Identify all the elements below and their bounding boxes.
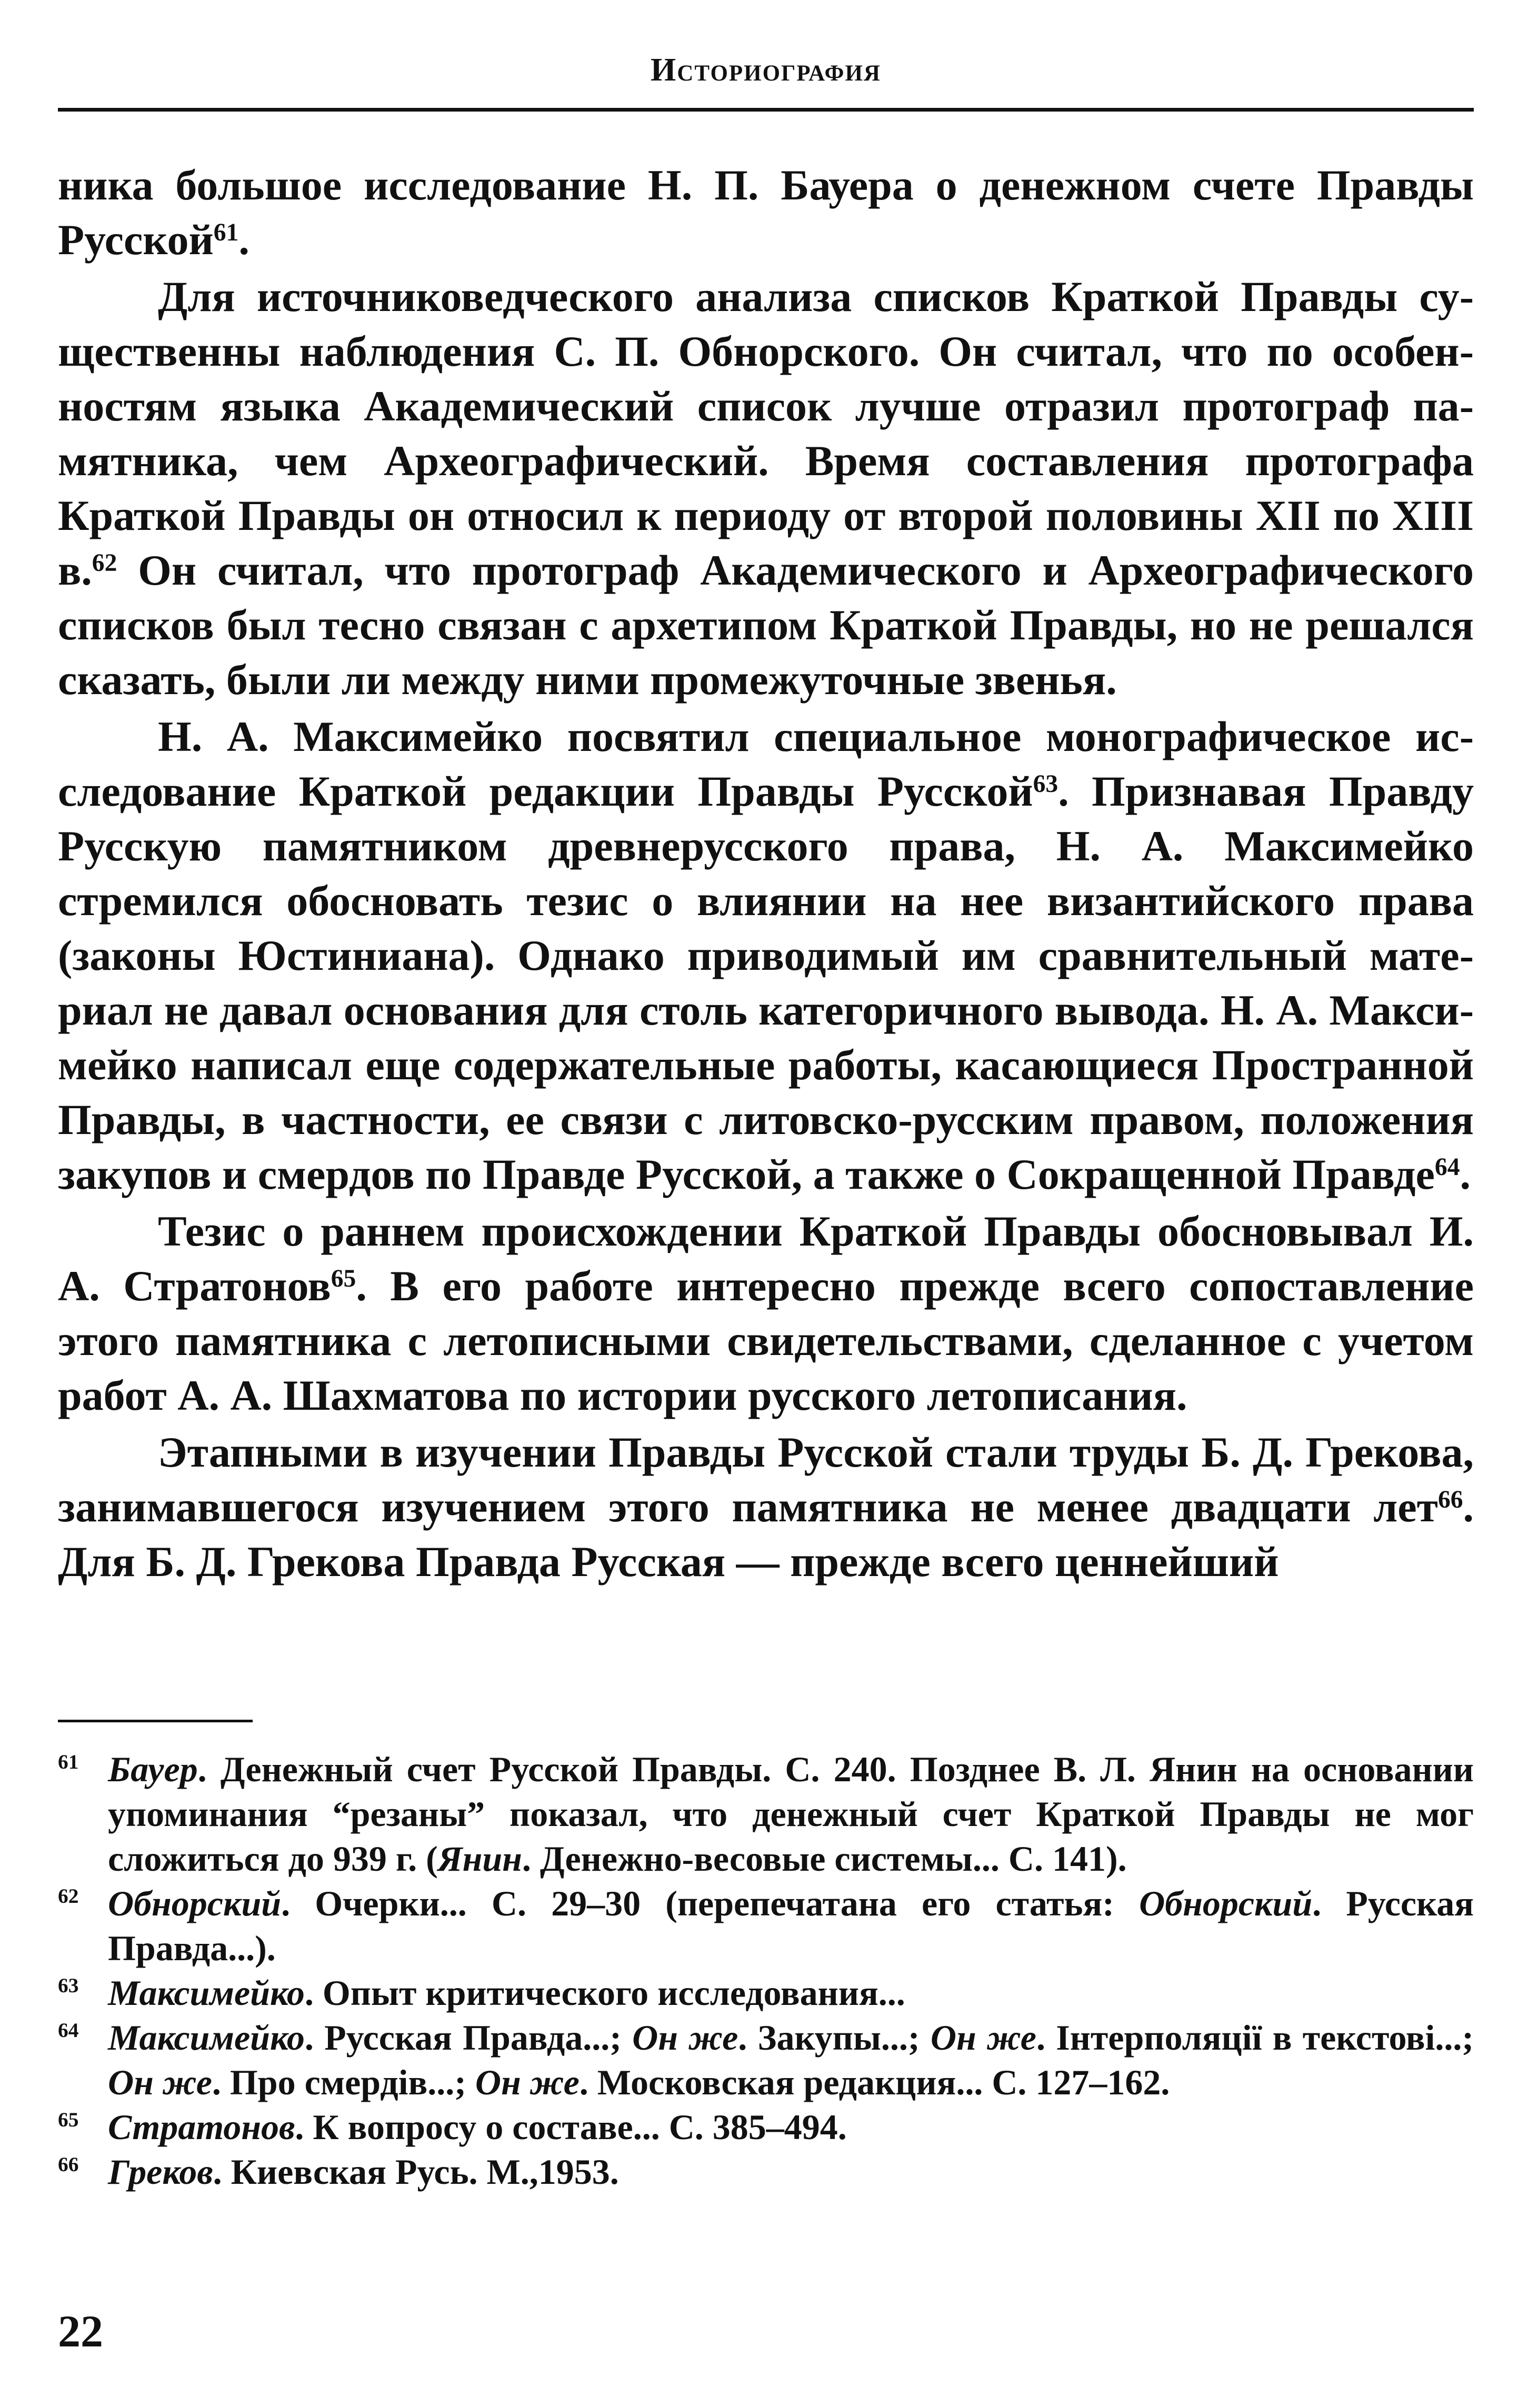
text-run: Он считал, что протограф Академического и Археографического списков был тесно связан с архетипом Краткой Правды, но не решался сказать, были ли между ними промежуточные звенья. bbox=[58, 546, 1474, 704]
text-run: . Закупы...; bbox=[738, 2018, 931, 2058]
text-run: . Русская Правда...). bbox=[108, 1883, 1474, 1968]
text-run: Этапными в изучении Правды Русской стали труды Б. Д. Грекова, занимавшегося изучением этого памятника не менее двадцати лет bbox=[58, 1428, 1474, 1531]
author-name: Он же bbox=[632, 2018, 738, 2058]
paragraph bbox=[58, 709, 1474, 1202]
footnote-ref: 64 bbox=[1434, 1153, 1460, 1181]
text-run: . Опыт критического исследования... bbox=[304, 1973, 905, 2013]
footnote-ref: 61 bbox=[213, 218, 239, 246]
footnote: 62 Обнорский. Очерки... С. 29–30 (перепечатана его статья: Обнорский. Русская Правда...). bbox=[58, 1883, 1474, 1968]
text-run: . К вопросу о составе... С. 385–494. bbox=[295, 2107, 847, 2147]
footnote: 66 Греков. Киевская Русь. М.,1953. bbox=[58, 2152, 619, 2192]
footnote-ref: 62 bbox=[92, 549, 117, 577]
text-run: Н. А. Максимейко посвятил специальное монографическое исследование Краткой редакции Правды Русской bbox=[58, 713, 1474, 815]
footnote-ref: 63 bbox=[1033, 770, 1058, 798]
text-run: . Признавая Правду Русскую памятником древнерусского права, Н. А. Максимейко стремился обосновать тезис о влиянии на нее византийского права (законы Юстиниана). Однако приводимый им сравнительный материал не давал основания для столь категоричного вывода. Н. А. Максимейко написал еще содержательные работы, касающиеся Пространной Правды, в частности, ее связи с литовско-русским правом, положения закупов и смердов по Правде Русской, а также о Сокращенной Правде bbox=[58, 767, 1474, 1198]
author-name: Янин bbox=[437, 1839, 522, 1879]
text-run: . bbox=[1460, 1150, 1471, 1198]
footnotes bbox=[58, 1747, 1474, 2194]
footnote: 63 Максимейко. Опыт критического исследования... bbox=[58, 1973, 905, 2013]
text-run: . Інтерполяції в текстові...; bbox=[1036, 2018, 1474, 2058]
text-run: Тезис о раннем происхождении Краткой Правды обосновывал И. А. Стратонов bbox=[58, 1207, 1474, 1310]
author-name: Бауер bbox=[108, 1749, 198, 1789]
author-name: Греков bbox=[108, 2152, 213, 2192]
author-name: Обнорский bbox=[108, 1883, 282, 1923]
author-name: Максимейко bbox=[108, 1973, 305, 2013]
footnote-ref: 66 bbox=[1437, 1486, 1463, 1513]
header-rule bbox=[58, 108, 1474, 112]
text-run: . Русская Правда...; bbox=[304, 2018, 633, 2058]
page-number: 22 bbox=[58, 2306, 103, 2356]
paragraph bbox=[58, 1425, 1474, 1589]
running-head: Историография bbox=[651, 52, 881, 88]
footnote: 65 Стратонов. К вопросу о составе... С. 385–494. bbox=[58, 2107, 847, 2147]
paragraph bbox=[58, 1204, 1474, 1423]
footnote: 61 Бауер. Денежный счет Русской Правды. С. 240. Позднее В. Л. Янин на основании упоминания “резаны” показал, что денежный счет Краткой Правды не мог сложиться до 939 г. (Янин. Денежно-весовые системы... С. 141). bbox=[58, 1749, 1474, 1879]
footnote-separator bbox=[58, 1720, 253, 1722]
text-run: . В его работе интересно прежде всего сопоставление этого памятника с летописными свидетельствами, сделанное с учетом работ А. А. Шахматова по истории русского летописания. bbox=[58, 1262, 1474, 1419]
text-run: . bbox=[238, 216, 249, 264]
text-run: . Очерки... С. 29–30 (перепечатана его статья: bbox=[281, 1883, 1140, 1923]
text-run: ника большое исследование Н. П. Бауера о денежном счете Правды Русской bbox=[58, 161, 1474, 264]
text-run: . Киевская Русь. М.,1953. bbox=[213, 2152, 619, 2192]
text-run: . Для Б. Д. Грекова Правда Русская — прежде всего ценнейший bbox=[58, 1483, 1474, 1586]
author-name: Обнорский bbox=[1139, 1883, 1313, 1923]
author-name: Стратонов bbox=[108, 2107, 295, 2147]
text-run: . Про смердів...; bbox=[212, 2062, 475, 2102]
text-run: . Денежный счет Русской Правды. С. 240. Позднее В. Л. Янин на основании упоминания “резаны” показал, что денежный счет Краткой Правды не мог сложиться до 939 г. ( bbox=[108, 1749, 1474, 1879]
footnote: 64 Максимейко. Русская Правда...; Он же. Закупы...; Он же. Інтерполяції в текстові...; Он же. Про смердів...; Он же. Московская редакция... С. 127–162. bbox=[58, 2018, 1474, 2102]
author-name: Он же bbox=[475, 2062, 580, 2102]
author-name: Максимейко bbox=[108, 2018, 305, 2058]
author-name: Он же bbox=[108, 2062, 212, 2102]
paragraph bbox=[58, 269, 1474, 707]
body-text bbox=[58, 158, 1474, 1591]
text-run: Для источниковедческого анализа списков Краткой Правды существенны наблюдения С. П. Обнорского. Он считал, что по особенностям языка Академический список лучше отразил протограф памятника, чем Археографический. Время составления протографа Краткой Правды он относил к периоду от второй половины XII по XIII в. bbox=[58, 273, 1474, 594]
text-run: . Московская редакция... С. 127–162. bbox=[579, 2062, 1170, 2102]
footnote-ref: 65 bbox=[331, 1265, 356, 1292]
paragraph bbox=[58, 158, 1474, 267]
author-name: Он же bbox=[930, 2018, 1036, 2058]
text-run: . Денежно-весовые системы... С. 141). bbox=[522, 1839, 1127, 1879]
